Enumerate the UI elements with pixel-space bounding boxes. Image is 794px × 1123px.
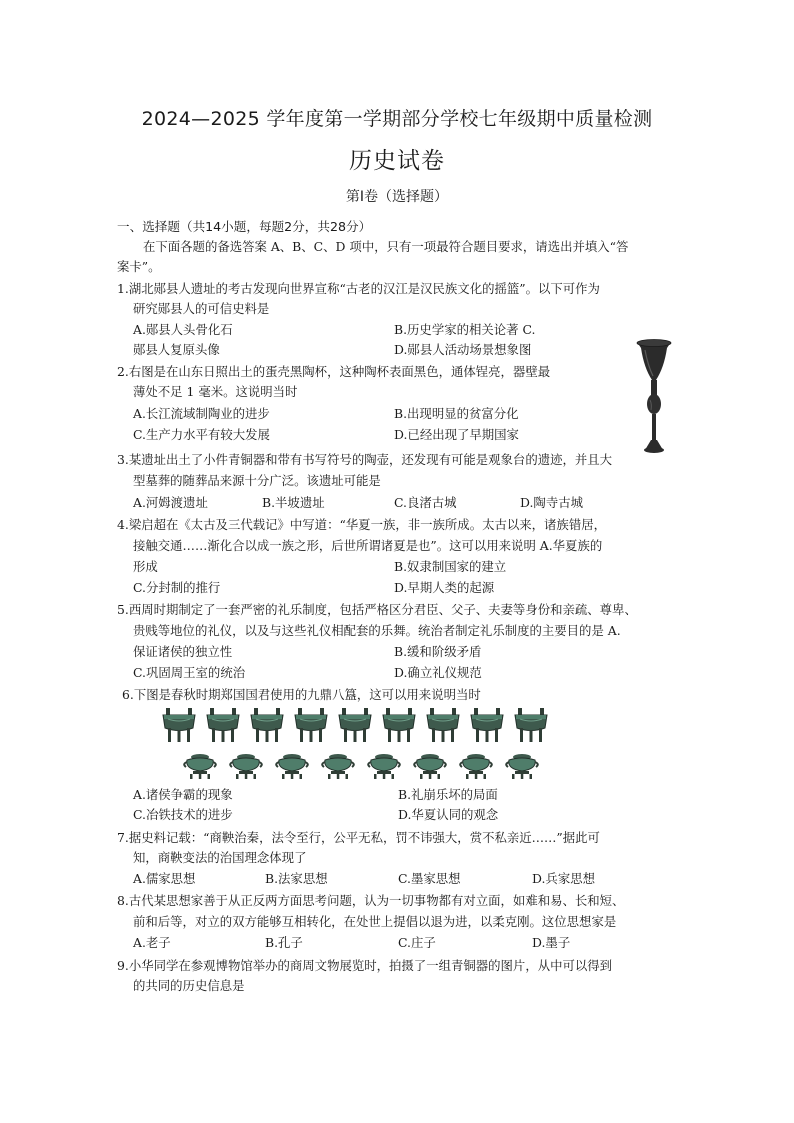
bronze-ding-icon [424, 706, 462, 744]
bronze-ding-icon [160, 706, 198, 744]
question-2-option-d: D.已经出现了早期国家 [394, 427, 519, 442]
question-8-line-2: 前和后等，对立的双方能够互相转化，在处世上提倡以退为进，以柔克刚。这位思想家是 [133, 914, 617, 929]
question-1-line-2: 研究郧县人的可信史料是 [133, 301, 270, 316]
instruction-line-1: 在下面各题的备选答案 A、B、C、D 项中，只有一项最符合题目要求，请选出并填入“答 [143, 239, 629, 254]
question-6-option-b: B.礼崩乐坏的局面 [398, 787, 498, 802]
question-4-line-2: 接触交通……渐化合以成一族之形，后世所谓诸夏是也”。这可以用来说明 A.华夏族的 [133, 538, 603, 553]
question-2-option-b: B.出现明显的贫富分化 [394, 406, 519, 421]
question-3-option-d: D.陶寺古城 [520, 495, 583, 510]
question-9-line-2: 的共同的历史信息是 [133, 978, 245, 993]
question-6-line-1: 6.下图是春秋时期郑国国君使用的九鼎八簋，这可以用来说明当时 [122, 687, 481, 702]
bronze-ding-icon [380, 706, 418, 744]
question-8-option-c: C.庄子 [398, 935, 436, 950]
bronze-gui-icon [274, 752, 310, 780]
question-8-line-1: 8.古代某思想家善于从正反两方面思考问题，认为一切事物都有对立面，如难和易、长和短、 [117, 893, 625, 908]
bronze-ding-icon [292, 706, 330, 744]
question-8-option-a: A.老子 [133, 935, 171, 950]
question-6-option-c: C.冶铁技术的进步 [133, 807, 233, 822]
question-1-option-d: D.郧县人活动场景想象图 [394, 342, 532, 357]
question-7-option-d: D.兵家思想 [532, 871, 595, 886]
question-1-option-c: 郧县人复原头像 [133, 342, 220, 357]
question-3-option-b: B.半坡遗址 [262, 495, 325, 510]
question-1-option-b: B.历史学家的相关论著 C. [394, 322, 536, 337]
question-3-line-1: 3.某遗址出土了小件青铜器和带有书写符号的陶壶，还发现有可能是观象台的遗迹，并且大 [117, 452, 613, 467]
bronze-ding-icon [468, 706, 506, 744]
question-7-option-b: B.法家思想 [265, 871, 328, 886]
question-9-line-1: 9.小华同学在参观博物馆举办的商周文物展览时，拍摄了一组青铜器的图片，从中可以得到 [117, 958, 613, 973]
question-4-option-d: D.早期人类的起源 [394, 580, 495, 595]
question-4-option-a: 形成 [133, 559, 158, 574]
question-5-option-c: C.巩固周王室的统治 [133, 665, 246, 680]
question-3-line-2: 型墓葬的随葬品来源十分广泛。该遗址可能是 [133, 473, 381, 488]
question-4-option-c: C.分封制的推行 [133, 580, 221, 595]
question-5-line-1: 5.西周时期制定了一套严密的礼乐制度，包括严格区分君臣、父子、夫妻等身份和亲疏、尊卑、 [117, 602, 637, 617]
question-5-option-b: B.缓和阶级矛盾 [394, 644, 482, 659]
question-3-option-c: C.良渚古城 [394, 495, 457, 510]
section-title: 第Ⅰ卷（选择题） [345, 189, 449, 205]
exam-title: 2024—2025 学年度第一学期部分学校七年级期中质量检测 [141, 108, 653, 130]
question-2-option-a: A.长江流域制陶业的进步 [133, 406, 270, 421]
bronze-gui-icon [228, 752, 264, 780]
black-pottery-cup-image [634, 338, 674, 456]
question-3-option-a: A.河姆渡遗址 [133, 495, 208, 510]
question-4-line-1: 4.梁启超在《太古及三代载记》中写道：“华夏一族，非一族所成。太古以来，诸族错居， [117, 517, 606, 532]
question-4-option-b: B.奴隶制国家的建立 [394, 559, 507, 574]
question-8-option-d: D.墨子 [532, 935, 571, 950]
question-7-option-c: C.墨家思想 [398, 871, 461, 886]
question-5-line-2: 贵贱等地位的礼仪，以及与这些礼仪相配套的乐舞。统治者制定礼乐制度的主要目的是 A. [133, 623, 621, 638]
eight-gui-image [182, 752, 542, 780]
part-heading: 一、选择题（共14小题，每题2分，共28分） [117, 219, 372, 234]
subject-title: 历史试卷 [349, 148, 445, 174]
bronze-gui-icon [366, 752, 402, 780]
instruction-line-2: 案卡”。 [117, 259, 161, 274]
bronze-gui-icon [458, 752, 494, 780]
question-7-option-a: A.儒家思想 [133, 871, 196, 886]
bronze-ding-icon [204, 706, 242, 744]
question-5-option-a: 保证诸侯的独立性 [133, 644, 233, 659]
bronze-ding-icon [512, 706, 550, 744]
bronze-gui-icon [182, 752, 218, 780]
question-6-option-d: D.华夏认同的观念 [398, 807, 499, 822]
question-1-option-a: A.郧县人头骨化石 [133, 322, 233, 337]
nine-ding-image [160, 706, 550, 744]
question-2-line-2: 薄处不足 1 毫米。这说明当时 [133, 384, 298, 399]
bronze-gui-icon [320, 752, 356, 780]
bronze-gui-icon [504, 752, 540, 780]
bronze-ding-icon [248, 706, 286, 744]
question-6-option-a: A.诸侯争霸的现象 [133, 787, 233, 802]
question-5-option-d: D.确立礼仪规范 [394, 665, 482, 680]
question-7-line-2: 知，商鞅变法的治国理念体现了 [133, 850, 307, 865]
question-7-line-1: 7.据史料记载：“商鞅治秦，法令至行，公平无私，罚不讳强大，赏不私亲近……”据此可 [117, 830, 600, 845]
bronze-ding-icon [336, 706, 374, 744]
question-2-option-c: C.生产力水平有较大发展 [133, 427, 270, 442]
question-2-line-1: 2.右图是在山东日照出土的蛋壳黑陶杯，这种陶杯表面黑色，通体锃亮，器壁最 [117, 364, 551, 379]
question-8-option-b: B.孔子 [265, 935, 303, 950]
question-1-line-1: 1.湖北郧县人遗址的考古发现向世界宣称“古老的汉江是汉民族文化的摇篮”。以下可作为 [117, 281, 600, 296]
bronze-gui-icon [412, 752, 448, 780]
